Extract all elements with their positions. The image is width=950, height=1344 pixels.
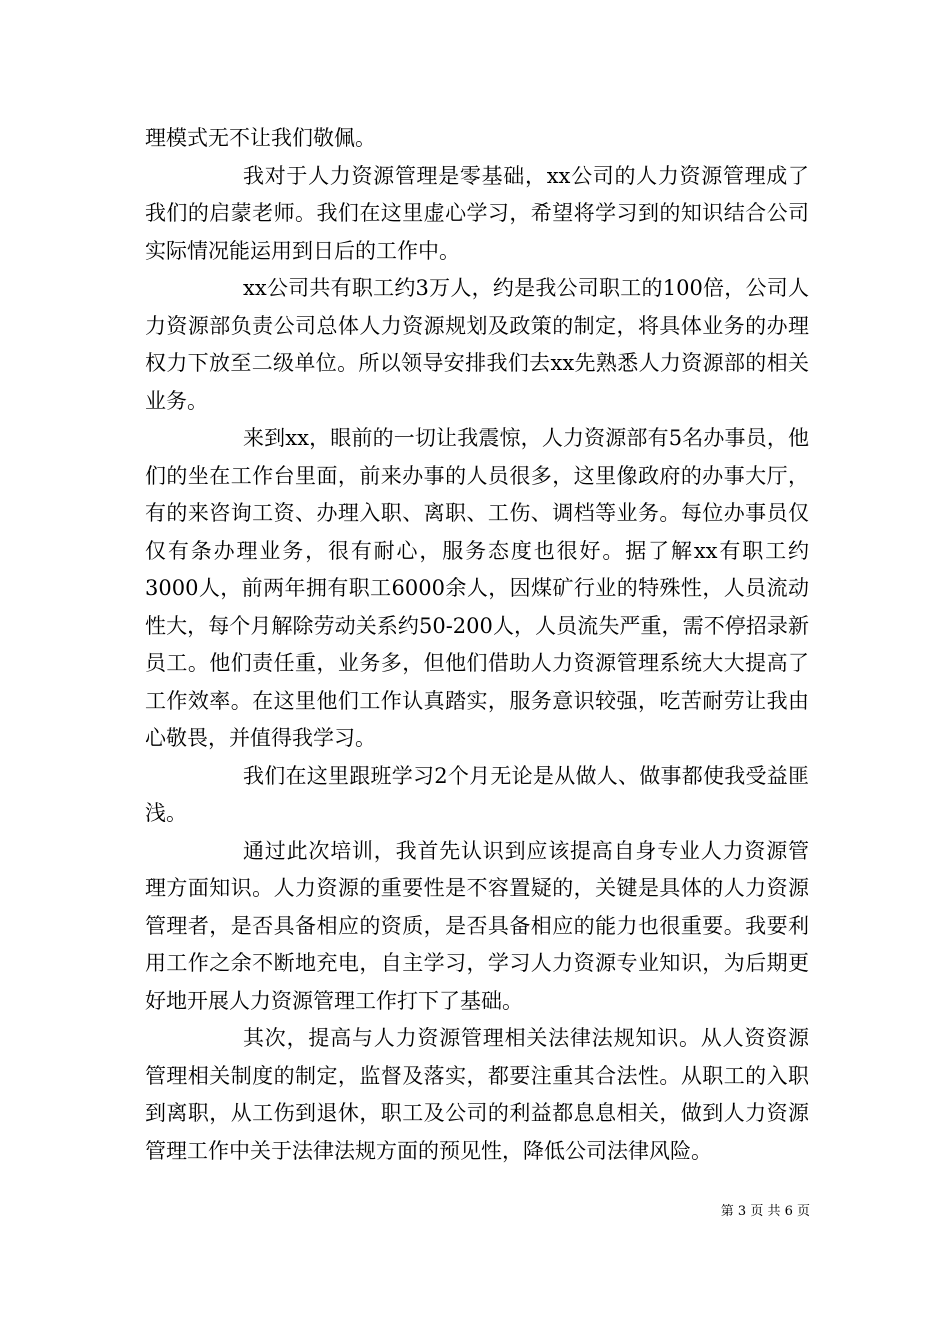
paragraph-observation: 来到xx，眼前的一切让我震惊，人力资源部有5名办事员，他们的坐在工作台里面，前来办事的人员很多，这里像政府的办事大厅，有的来咨询工资、办理入职、离职、工伤、调档等业务。每位办事员仅仅有条办理业务，很有耐心，服务态度也很好。据了解xx有职工约3000人，前两年拥有职工6000余人，因煤矿行业的特殊性，人员流动性大，每个月解除劳动关系约50-200人，人员流失严重，需不停招录新员工。他们责任重，业务多，但他们借助人力资源管理系统大大提高了工作效率。在这里他们工作认真踏实，服务意识较强，吃苦耐劳让我由心敬畏，并值得我学习。 [145,426,809,750]
paragraph-continuation: 理模式无不让我们敬佩。 [145,126,376,150]
paragraph-study-period: 我们在这里跟班学习2个月无论是从做人、做事都使我受益匪浅。 [145,763,809,825]
paragraph-legal-knowledge: 其次，提高与人力资源管理相关法律法规知识。从人资资源管理相关制度的制定，监督及落实，都要注重其合法性。从职工的入职到离职，从工伤到退休，职工及公司的利益都息息相关，做到人力资源管理工作中关于法律法规方面的预见性，降低公司法律风险。 [145,1026,809,1163]
paragraph-company-overview: xx公司共有职工约3万人，约是我公司职工的100倍，公司人力资源部负责公司总体人力资源规划及政策的制定，将具体业务的办理权力下放至二级单位。所以领导安排我们去xx先熟悉人力资源部的相关业务。 [145,276,809,413]
paragraph-intro: 我对于人力资源管理是零基础，xx公司的人力资源管理成了我们的启蒙老师。我们在这里虚心学习，希望将学习到的知识结合公司实际情况能运用到日后的工作中。 [145,163,809,263]
page-number-footer: 第 3 页 共 6 页 [720,1204,810,1219]
document-body [145,120,809,1170]
paragraph-training-insight: 通过此次培训，我首先认识到应该提高自身专业人力资源管理方面知识。人力资源的重要性是不容置疑的，关键是具体的人力资源管理者，是否具备相应的资质，是否具备相应的能力也很重要。我要利用工作之余不断地充电，自主学习，学习人力资源专业知识，为后期更好地开展人力资源管理工作打下了基础。 [145,838,809,1013]
